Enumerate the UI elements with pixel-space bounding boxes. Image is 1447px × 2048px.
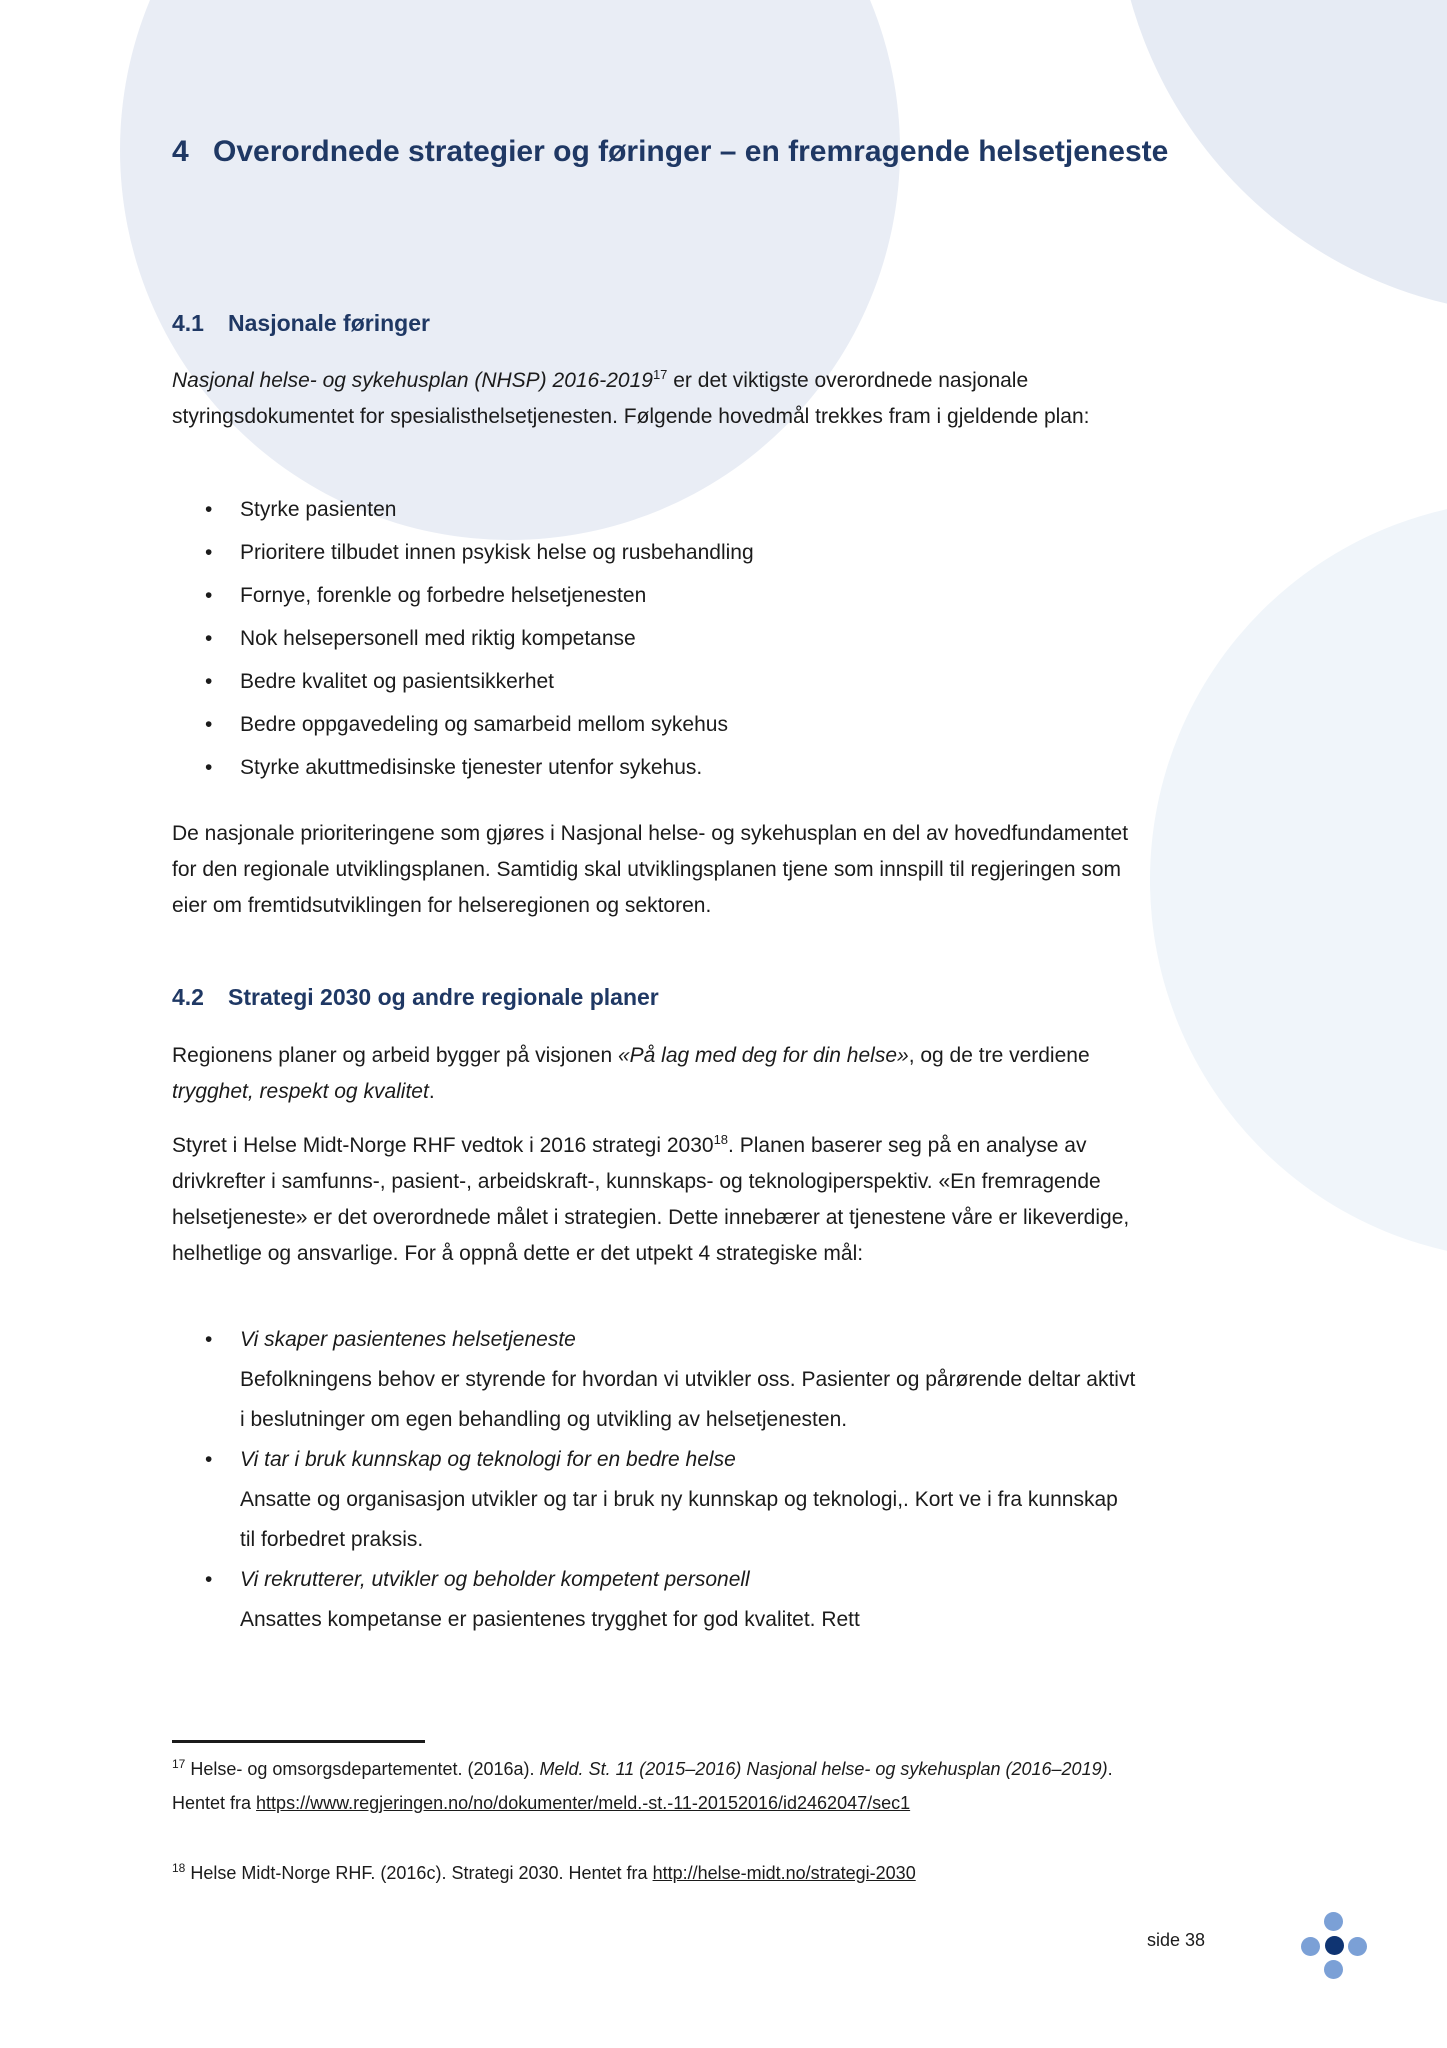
decorative-circle-top-left bbox=[120, 0, 900, 540]
list-item: • Styrke pasienten bbox=[172, 488, 1138, 531]
national-goals-list bbox=[172, 488, 1138, 789]
logo-dot-right bbox=[1348, 1937, 1367, 1956]
logo-dot-left bbox=[1301, 1937, 1320, 1956]
footnote-number: 18 bbox=[172, 1861, 186, 1875]
chapter-number: 4 bbox=[172, 135, 189, 168]
list-item: • Prioritere tilbudet innen psykisk helse og rusbehandling bbox=[172, 531, 1138, 574]
nhsp-plan-title: Nasjonal helse- og sykehusplan (NHSP) 2016-2019 bbox=[172, 369, 653, 392]
strategic-goal-description: Befolkningens behov er styrende for hvordan vi utvikler oss. Pasienter og pårørende deltar aktivt i beslutninger om egen behandling og utvikling av helsetjenesten. bbox=[240, 1368, 1136, 1431]
list-item: • Bedre oppgavedeling og samarbeid mellom sykehus bbox=[172, 703, 1138, 746]
list-item bbox=[172, 1440, 1138, 1560]
logo-dot-center bbox=[1325, 1936, 1344, 1955]
section-title: Strategi 2030 og andre regionale planer bbox=[228, 984, 659, 1010]
strategic-goal-title: • Vi tar i bruk kunnskap og teknologi for en bedre helse bbox=[240, 1448, 736, 1471]
decorative-circle-mid-right bbox=[1150, 500, 1447, 1260]
vision-end: . bbox=[428, 1080, 435, 1103]
paragraph-national-priorities: De nasjonale prioriteringene som gjøres i Nasjonal helse- og sykehusplan en del av hovedfundamentet for den regionale utviklingsplanen. Samtidig skal utviklingsplanen tjene som innspill til regjeringen som eier om fremtidsutviklingen for helseregionen og sektoren. bbox=[172, 822, 1129, 917]
vision-quote: «På lag med deg for din helse» bbox=[617, 1044, 909, 1067]
footnote-text: Helse Midt-Norge RHF. (2016c). Strategi 2030. Hentet fra bbox=[185, 1863, 653, 1883]
footnote-ref-18: 18 bbox=[713, 1132, 729, 1147]
footnote-number: 17 bbox=[172, 1757, 186, 1771]
strategy-rest: . Planen baserer seg på en analyse av drivkrefter i samfunns-, pasient-, arbeidskraft-, kunnskaps- og teknologiperspektiv. «En fremragende helsetjeneste» er det overordnede målet i strategien. Dette innebærer at tjenestene våre er likeverdige, helhetlige og ansvarlige. For å oppnå dette er det utpekt 4 strategiske mål: bbox=[172, 1134, 1130, 1265]
logo-dot-top bbox=[1324, 1912, 1343, 1931]
vision-mid: , og de tre verdiene bbox=[908, 1044, 1090, 1067]
values-quote: trygghet, respekt og kvalitet bbox=[172, 1080, 429, 1103]
strategic-goals-list bbox=[172, 1320, 1138, 1640]
paragraph-strategy-2030 bbox=[172, 1128, 1138, 1272]
list-item bbox=[172, 1560, 1138, 1640]
footnote-17 bbox=[172, 1752, 1138, 1820]
helse-midt-norge-logo-icon bbox=[1300, 1910, 1370, 1982]
vision-pre: Regionens planer og arbeid bygger på visjonen bbox=[172, 1044, 618, 1067]
chapter-title: Overordnede strategier og føringer – en fremragende helsetjeneste bbox=[213, 135, 1169, 168]
footnote-link[interactable]: http://helse-midt.no/strategi-2030 bbox=[652, 1863, 916, 1883]
list-item: • Styrke akuttmedisinske tjenester utenfor sykehus. bbox=[172, 746, 1138, 789]
strategic-goal-description: Ansatte og organisasjon utvikler og tar i bruk ny kunnskap og teknologi,. Kort ve i fra kunnskap til forbedret praksis. bbox=[240, 1488, 1118, 1551]
footnote-separator-rule bbox=[172, 1740, 425, 1743]
footnote-text: . Hentet fra bbox=[172, 1759, 1113, 1813]
section-heading-4-2 bbox=[172, 982, 1138, 1012]
paragraph-nhsp-intro bbox=[172, 363, 1138, 435]
logo-dot-bottom bbox=[1324, 1960, 1343, 1979]
section-heading-4-1 bbox=[172, 308, 1138, 338]
strategic-goal-description: Ansattes kompetanse er pasientenes trygghet for god kvalitet. Rett bbox=[240, 1608, 860, 1631]
list-item: • Bedre kvalitet og pasientsikkerhet bbox=[172, 660, 1138, 703]
footnote-ref-17: 17 bbox=[652, 367, 668, 382]
page-number: side 38 bbox=[1146, 1930, 1205, 1950]
nhsp-intro-rest: er det viktigste overordnede nasjonale styringsdokumentet for spesialisthelsetjenesten. Følgende hovedmål trekkes fram i gjeldende plan: bbox=[172, 369, 1090, 428]
section-number: 4.2 bbox=[172, 984, 204, 1010]
footnote-text: Helse- og omsorgsdepartementet. (2016a). bbox=[185, 1759, 540, 1779]
list-item: • Nok helsepersonell med riktig kompetanse bbox=[172, 617, 1138, 660]
strategic-goal-title: • Vi rekrutterer, utvikler og beholder kompetent personell bbox=[240, 1568, 750, 1591]
footnote-link[interactable]: https://www.regjeringen.no/no/dokumenter/meld.-st.-11-20152016/id2462047/sec1 bbox=[256, 1793, 911, 1813]
paragraph-vision bbox=[172, 1038, 1138, 1110]
footnote-18 bbox=[172, 1856, 1138, 1890]
footnote-source-title: Meld. St. 11 (2015–2016) Nasjonal helse- og sykehusplan (2016–2019) bbox=[539, 1759, 1108, 1779]
section-number: 4.1 bbox=[172, 310, 204, 336]
strategic-goal-title: • Vi skaper pasientenes helsetjeneste bbox=[240, 1328, 576, 1351]
section-title: Nasjonale føringer bbox=[228, 310, 430, 336]
list-item bbox=[172, 1320, 1138, 1440]
chapter-heading bbox=[172, 128, 1179, 176]
strategy-pre: Styret i Helse Midt-Norge RHF vedtok i 2016 strategi 2030 bbox=[172, 1134, 714, 1157]
list-item: • Fornye, forenkle og forbedre helsetjenesten bbox=[172, 574, 1138, 617]
